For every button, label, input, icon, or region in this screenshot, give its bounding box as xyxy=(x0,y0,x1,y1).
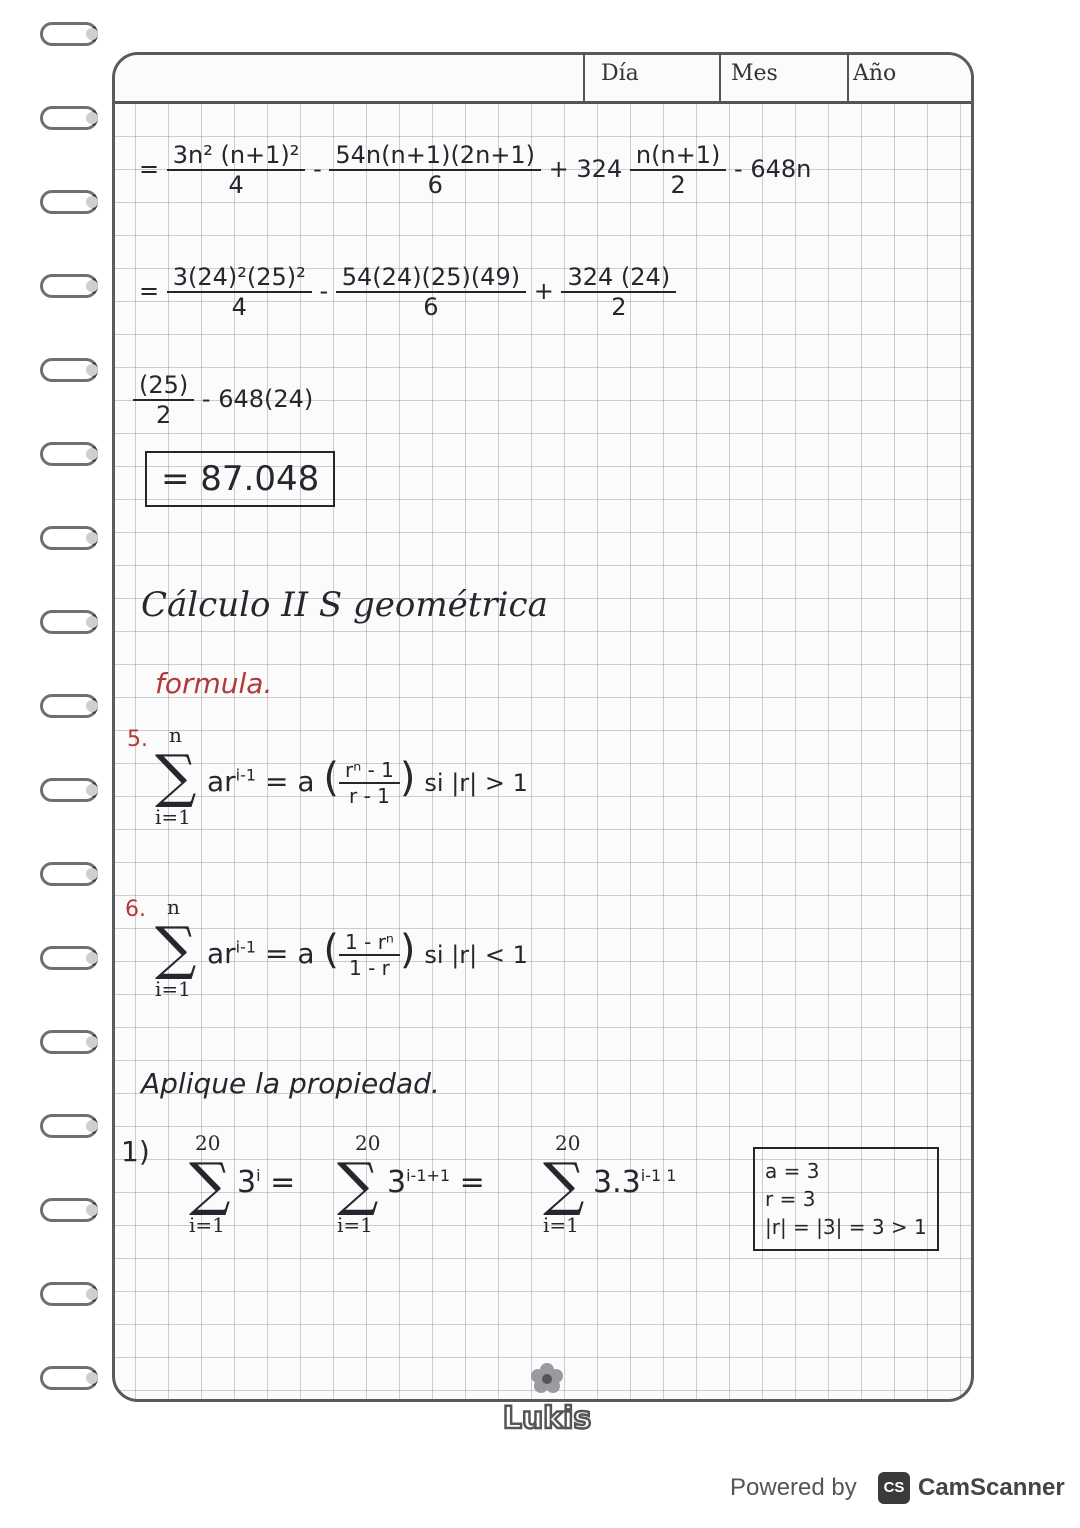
notebook-page xyxy=(112,52,974,1402)
month-label: Mes xyxy=(731,61,778,86)
spiral-ring xyxy=(40,102,102,136)
given-values-box: a = 3 r = 3 |r| = |3| = 3 > 1 xyxy=(753,1147,939,1251)
formula-5-body: $ar^{i-1} = a$ ( $\frac{\text{rⁿ - 1}}{r - 1}$ ) si |r| > 1 xyxy=(207,755,528,808)
example-1-term-3: $3.3^{i-1 1}$ xyxy=(593,1165,677,1200)
equation-line-2: = $\frac{\text{3(24)²(25)²}}{4}$ - $\frac{54(24)(25)(49)}{6}$ + $\frac{324 (24)}{2}$ xyxy=(139,263,676,321)
powered-by-text: Powered by xyxy=(730,1474,857,1501)
equation-line-1: = $\frac{\text{3n² (n+1)²}}{4}$ - $\frac{54n(n+1)(2n+1)}{6}$ + 324 $\frac{n(n+1)}{2}$ - 648n xyxy=(139,141,812,199)
equation-line-3: $\frac{(25)}{2}$ - 648(24) xyxy=(133,371,313,429)
formula-6-sum: n ∑ i=1 xyxy=(155,895,197,1001)
spiral-ring xyxy=(40,690,102,724)
example-1-term-1: 3$^i$ = xyxy=(237,1165,296,1200)
spiral-ring xyxy=(40,522,102,556)
section-title: Cálculo II S geométrica xyxy=(141,585,548,625)
example-1-number: 1) xyxy=(121,1135,150,1168)
date-header xyxy=(115,55,971,104)
result-box: = 87.048 xyxy=(145,451,335,507)
spiral-ring xyxy=(40,1362,102,1396)
spiral-ring xyxy=(40,1194,102,1228)
camscanner-brand: CamScanner xyxy=(918,1474,1065,1501)
spiral-ring xyxy=(40,774,102,808)
spiral-ring xyxy=(40,942,102,976)
spiral-ring xyxy=(40,1026,102,1060)
scanner-footer xyxy=(730,1466,1065,1512)
formula-6-number: 6. xyxy=(125,897,146,922)
formula-5-sum: n ∑ i=1 xyxy=(155,723,197,829)
spiral-binding xyxy=(0,0,110,1450)
example-1-sum-2: 20 ∑ i=1 xyxy=(337,1131,381,1237)
spiral-ring xyxy=(40,606,102,640)
example-1-sum-3: 20 ∑ i=1 xyxy=(543,1131,585,1237)
lukis-logo-text: Lukis xyxy=(502,1401,592,1436)
apply-label: Aplique la propiedad. xyxy=(141,1067,440,1100)
example-1-term-2: $3^{i-1+1}$ = xyxy=(387,1165,485,1200)
formula-label: formula. xyxy=(155,667,273,700)
example-1-sum-1: 20 ∑ i=1 xyxy=(189,1131,231,1237)
spiral-ring xyxy=(40,186,102,220)
lukis-logo xyxy=(492,1360,602,1440)
spiral-ring xyxy=(40,858,102,892)
formula-6-body: $ar^{i-1} = a$ ( $\frac{\text{1 - rⁿ}}{1 - r}$ ) si |r| < 1 xyxy=(207,927,528,980)
formula-5-number: 5. xyxy=(127,727,148,752)
spiral-ring xyxy=(40,1110,102,1144)
spiral-ring xyxy=(40,1278,102,1312)
spiral-ring xyxy=(40,18,102,52)
spiral-ring xyxy=(40,270,102,304)
spiral-ring xyxy=(40,438,102,472)
spiral-ring xyxy=(40,354,102,388)
camscanner-icon: CS xyxy=(878,1472,910,1504)
day-label: Día xyxy=(601,61,639,86)
year-label: Año xyxy=(853,61,897,86)
